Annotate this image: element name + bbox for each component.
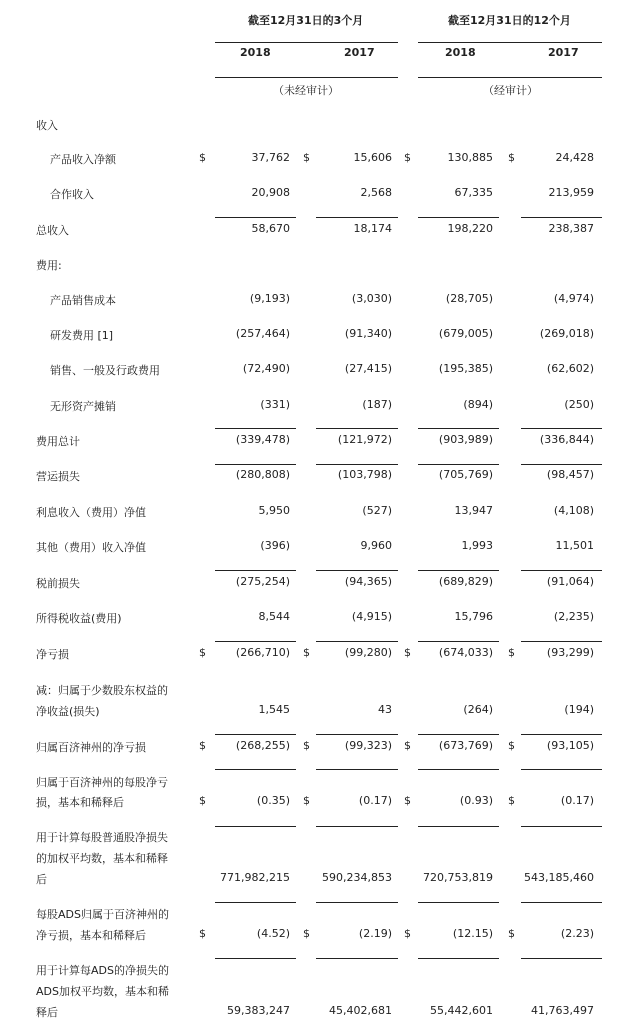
currency-sign: $ [303, 927, 310, 940]
cogs-label: 产品销售成本 [50, 294, 116, 307]
subtotal-rule [215, 570, 296, 571]
value-cell: 2,568 [360, 186, 392, 199]
currency-sign: $ [508, 739, 515, 752]
value-cell: (72,490) [242, 362, 290, 375]
value-cell: (903,989) [438, 433, 493, 446]
other-income-label: 其他（费用）收入净值 [36, 541, 146, 554]
subtotal-rule [418, 428, 499, 429]
value-cell: 5,950 [258, 504, 290, 517]
subtotal-rule [521, 641, 602, 642]
period-3-months-header: 截至12月31日的3个月 [248, 14, 364, 27]
value-cell: 590,234,853 [322, 871, 392, 884]
subtotal-rule [215, 428, 296, 429]
minority-label-line1: 减：归属于少数股东权益的 [36, 684, 168, 697]
value-cell: 198,220 [447, 222, 493, 235]
currency-sign: $ [199, 927, 206, 940]
value-cell: (103,798) [337, 468, 392, 481]
revenue-section-label: 收入 [36, 119, 58, 132]
currency-sign: $ [404, 794, 411, 807]
value-cell: (12.15) [452, 927, 493, 940]
subtotal-rule [316, 826, 398, 827]
net-loss-label: 净亏损 [36, 648, 69, 661]
currency-sign: $ [404, 646, 411, 659]
value-cell: (4.52) [256, 927, 290, 940]
value-cell: 45,402,681 [329, 1004, 392, 1017]
ads-shares-label-line1: 用于计算每ADS的净损失的 [36, 964, 169, 977]
subtotal-rule [521, 217, 602, 218]
ads-eps-label-line2: 净亏损，基本和稀释后 [36, 929, 146, 942]
ads-eps-label-line1: 每股ADS归属于百济神州的 [36, 908, 169, 921]
income-tax-label: 所得税收益(费用) [36, 612, 122, 625]
value-cell: (2.19) [358, 927, 392, 940]
subtotal-rule [418, 641, 499, 642]
value-cell: (894) [463, 398, 493, 411]
subtotal-rule [521, 902, 602, 903]
subtotal-rule [521, 826, 602, 827]
subtotal-rule [418, 958, 499, 959]
value-cell: (268,255) [235, 739, 290, 752]
value-cell: 20,908 [251, 186, 290, 199]
value-cell: (93,105) [546, 739, 594, 752]
value-cell: (0.35) [256, 794, 290, 807]
year-rule-3m [215, 77, 398, 78]
value-cell: (679,005) [438, 327, 493, 340]
year-col-3: 2018 [445, 46, 476, 59]
subtotal-rule [418, 769, 499, 770]
year-col-1: 2018 [240, 46, 271, 59]
audit-note-3m: （未经审计） [273, 84, 339, 97]
subtotal-rule [521, 464, 602, 465]
collab-revenue-label: 合作收入 [50, 188, 94, 201]
value-cell: 720,753,819 [423, 871, 493, 884]
currency-sign: $ [199, 646, 206, 659]
value-cell: 15,606 [353, 151, 392, 164]
header-rule-12m [418, 42, 602, 43]
minority-label-line2: 净收益(损失) [36, 705, 100, 718]
year-col-2: 2017 [344, 46, 375, 59]
eps-label-line2: 损，基本和稀释后 [36, 796, 124, 809]
value-cell: (91,340) [344, 327, 392, 340]
total-revenue-label: 总收入 [36, 224, 69, 237]
value-cell: (99,323) [344, 739, 392, 752]
currency-sign: $ [404, 151, 411, 164]
total-expense-label: 费用总计 [36, 435, 80, 448]
value-cell: (275,254) [235, 575, 290, 588]
beigene-net-loss-label: 归属百济神州的净亏损 [36, 741, 146, 754]
value-cell: (27,415) [344, 362, 392, 375]
value-cell: (9,193) [249, 292, 290, 305]
value-cell: (527) [362, 504, 392, 517]
value-cell: 8,544 [258, 610, 290, 623]
value-cell: (94,365) [344, 575, 392, 588]
period-12-months-header: 截至12月31日的12个月 [448, 14, 571, 27]
value-cell: (0.17) [358, 794, 392, 807]
shares-label-line3: 后 [36, 873, 47, 886]
value-cell: 9,960 [360, 539, 392, 552]
value-cell: (99,280) [344, 646, 392, 659]
value-cell: (673,769) [438, 739, 493, 752]
value-cell: 55,442,601 [430, 1004, 493, 1017]
subtotal-rule [316, 958, 398, 959]
value-cell: (2,235) [553, 610, 594, 623]
subtotal-rule [215, 902, 296, 903]
subtotal-rule [316, 570, 398, 571]
currency-sign: $ [303, 646, 310, 659]
subtotal-rule [316, 769, 398, 770]
value-cell: 1,993 [461, 539, 493, 552]
subtotal-rule [316, 902, 398, 903]
currency-sign: $ [303, 151, 310, 164]
subtotal-rule [521, 769, 602, 770]
value-cell: 238,387 [548, 222, 594, 235]
value-cell: 213,959 [548, 186, 594, 199]
subtotal-rule [521, 734, 602, 735]
currency-sign: $ [199, 739, 206, 752]
value-cell: 58,670 [251, 222, 290, 235]
value-cell: 13,947 [454, 504, 493, 517]
value-cell: (250) [564, 398, 594, 411]
value-cell: (280,808) [235, 468, 290, 481]
ads-shares-label-line2: ADS加权平均数，基本和稀 [36, 985, 169, 998]
audit-note-12m: （经审计） [483, 84, 538, 97]
value-cell: 18,174 [353, 222, 392, 235]
sga-label: 销售、一般及行政费用 [50, 364, 160, 377]
value-cell: (28,705) [445, 292, 493, 305]
rnd-label: 研发费用 [1] [50, 329, 114, 342]
operating-loss-label: 营运损失 [36, 470, 80, 483]
value-cell: (0.17) [560, 794, 594, 807]
value-cell: (336,844) [539, 433, 594, 446]
subtotal-rule [215, 734, 296, 735]
subtotal-rule [418, 734, 499, 735]
ads-shares-label-line3: 释后 [36, 1006, 58, 1019]
amortization-label: 无形资产摊销 [50, 400, 116, 413]
value-cell: (121,972) [337, 433, 392, 446]
value-cell: 59,383,247 [227, 1004, 290, 1017]
value-cell: (331) [260, 398, 290, 411]
value-cell: (266,710) [235, 646, 290, 659]
value-cell: (195,385) [438, 362, 493, 375]
value-cell: (93,299) [546, 646, 594, 659]
currency-sign: $ [508, 151, 515, 164]
value-cell: (674,033) [438, 646, 493, 659]
subtotal-rule [215, 217, 296, 218]
value-cell: 41,763,497 [531, 1004, 594, 1017]
currency-sign: $ [303, 794, 310, 807]
currency-sign: $ [508, 646, 515, 659]
currency-sign: $ [404, 927, 411, 940]
subtotal-rule [215, 464, 296, 465]
value-cell: 67,335 [454, 186, 493, 199]
shares-label-line2: 的加权平均数，基本和稀释 [36, 852, 168, 865]
value-cell: 37,762 [251, 151, 290, 164]
currency-sign: $ [508, 794, 515, 807]
subtotal-rule [215, 641, 296, 642]
value-cell: (91,064) [546, 575, 594, 588]
subtotal-rule [316, 428, 398, 429]
value-cell: (269,018) [539, 327, 594, 340]
subtotal-rule [316, 217, 398, 218]
currency-sign: $ [508, 927, 515, 940]
value-cell: (396) [260, 539, 290, 552]
year-rule-12m [418, 77, 602, 78]
subtotal-rule [215, 769, 296, 770]
value-cell: 24,428 [555, 151, 594, 164]
year-col-4: 2017 [548, 46, 579, 59]
value-cell: 543,185,460 [524, 871, 594, 884]
product-revenue-label: 产品收入净额 [50, 153, 116, 166]
value-cell: 130,885 [447, 151, 493, 164]
value-cell: (4,915) [351, 610, 392, 623]
value-cell: 15,796 [454, 610, 493, 623]
currency-sign: $ [303, 739, 310, 752]
interest-label: 利息收入（费用）净值 [36, 506, 146, 519]
subtotal-rule [316, 464, 398, 465]
subtotal-rule [521, 958, 602, 959]
currency-sign: $ [199, 151, 206, 164]
value-cell: (689,829) [438, 575, 493, 588]
subtotal-rule [418, 826, 499, 827]
subtotal-rule [316, 734, 398, 735]
subtotal-rule [418, 902, 499, 903]
pretax-loss-label: 税前损失 [36, 577, 80, 590]
value-cell: (3,030) [351, 292, 392, 305]
value-cell: (339,478) [235, 433, 290, 446]
subtotal-rule [521, 428, 602, 429]
value-cell: (62,602) [546, 362, 594, 375]
value-cell: (2.23) [560, 927, 594, 940]
currency-sign: $ [199, 794, 206, 807]
subtotal-rule [521, 570, 602, 571]
value-cell: (0.93) [459, 794, 493, 807]
subtotal-rule [316, 641, 398, 642]
value-cell: (257,464) [235, 327, 290, 340]
currency-sign: $ [404, 739, 411, 752]
subtotal-rule [418, 570, 499, 571]
subtotal-rule [215, 826, 296, 827]
subtotal-rule [418, 217, 499, 218]
eps-label-line1: 归属于百济神州的每股净亏 [36, 776, 168, 789]
value-cell: (194) [564, 703, 594, 716]
value-cell: 43 [378, 703, 392, 716]
value-cell: 771,982,215 [220, 871, 290, 884]
value-cell: 1,545 [258, 703, 290, 716]
subtotal-rule [418, 464, 499, 465]
expense-section-label: 费用: [36, 259, 62, 272]
value-cell: 11,501 [555, 539, 594, 552]
value-cell: (264) [463, 703, 493, 716]
header-rule-3m [215, 42, 398, 43]
value-cell: (98,457) [546, 468, 594, 481]
shares-label-line1: 用于计算每股普通股净损失 [36, 831, 168, 844]
subtotal-rule [215, 958, 296, 959]
value-cell: (187) [362, 398, 392, 411]
value-cell: (4,108) [553, 504, 594, 517]
value-cell: (4,974) [553, 292, 594, 305]
value-cell: (705,769) [438, 468, 493, 481]
